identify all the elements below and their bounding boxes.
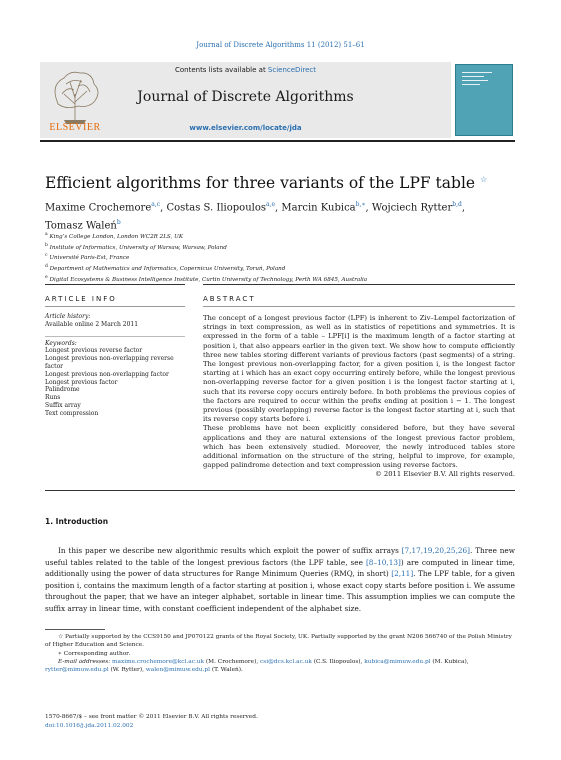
footnote-funding: ☆ Partially supported by the CCS9150 and JP070122 grants of the Royal Society, UK. Partially supported by the grant N206 566740 of the Polish Ministry of Higher Education and Science. [45, 634, 512, 649]
header-rule [40, 140, 515, 142]
doi-link[interactable]: doi:10.1016/j.jda.2011.02.002 [45, 722, 134, 729]
affiliation [45, 274, 515, 285]
intro-text: . Three new useful tables related to the table of the longest previous factors (the LPF table, see [45, 546, 515, 567]
abstract-paragraph: These problems have not been explicitly considered before, but they have several applications and they are natural extensions of the longest previous factor problem, which has been extensively studied. Moreover, the newly introduced tables store additional information on the structure of the string, helpful to improve, for example, gapped palindrome detection and text compression using reverse factors. [203, 424, 515, 470]
author-separator: , [461, 202, 466, 214]
author-affil-sup[interactable]: a,c [151, 201, 161, 208]
journal-title: Journal of Discrete Algorithms [137, 89, 354, 105]
author-separator: , [275, 202, 282, 214]
article-info-sub-rule [45, 306, 185, 307]
intro-text: ) are computed in linear time, additionally using the power of data structures for Range Minimum Queries (RMQ, in short) [45, 557, 515, 579]
author-affil-sup[interactable]: b [116, 219, 121, 227]
abstract-heading: ABSTRACT [203, 295, 256, 303]
contents-prefix: Contents lists available at [174, 66, 268, 74]
author: Wojciech Rytter [371, 202, 453, 214]
email-owner: (T. Waleń). [210, 667, 243, 674]
abstract-body [203, 314, 515, 480]
affil-sup: b [45, 242, 48, 248]
affiliation [45, 252, 515, 263]
author: Tomasz Waleń [45, 220, 117, 232]
affil-text: Institute of Informatics, University of Warsaw, Warsaw, Poland [49, 244, 227, 251]
keywords-label: Keywords: [45, 339, 77, 347]
email-link[interactable]: walen@mimuw.edu.pl [145, 667, 210, 674]
issn-line: 1570-8667/$ – see front matter © 2011 Elsevier B.V. All rights reserved. [45, 714, 258, 720]
intro-text: . The LPF table, for a given position i, contains the maximum length of a factor starting at position i, whose exact copy starts before position i. We assume throughout the paper, that we have an integer alphabet, sortable in linear time. This assumption implies we can compute the suffix array in linear time, with constant coefficient independent of the alphabet size. [45, 569, 515, 613]
affil-text: Department of Mathematics and Informatics, Copernicus University, Toruń, Poland [49, 265, 286, 272]
author-separator: , [365, 202, 372, 214]
footnotes [45, 633, 515, 674]
abstract-top-rule [203, 284, 515, 285]
keyword: Runs [45, 394, 61, 402]
affil-sup: c [45, 253, 48, 259]
abstract-sub-rule [203, 306, 515, 307]
author: Marcin Kubica [281, 202, 356, 214]
keyword: Palindrome [45, 386, 80, 394]
affiliations [45, 231, 515, 284]
affiliation [45, 263, 515, 274]
email-link[interactable]: rytter@mimuw.edu.pl [45, 667, 109, 674]
author-separator: , [160, 202, 167, 214]
abstract-paragraph: The concept of a longest previous factor (LPF) is inherent to Ziv–Lempel factorization of strings in text compression, as well as in statistics of repetitions and symmetries. It is expressed in the form of a table – LPF[i] is the maximum length of a factor starting at position i, that also appears earlier in the given text. We show how to compute efficiently three new tables storing different variants of previous factors (past segments) of a string. The longest previous non-overlapping factor, for a given position i, is the longest factor starting at i which has an exact copy occurring entirely before, while the longest previous non-overlapping reverse factor for a given position i is the longest factor starting at i, such that its reverse copy occurs entirely before. In both problems the previous copies of the factors are required to occur within the prefix ending at position i − 1. The longest previous (possibly overlapping) reverse factor is the longest factor starting at i, such that its reverse copy starts before i. [203, 314, 515, 424]
email-link[interactable]: csi@dcs.kcl.ac.uk [260, 658, 312, 665]
affiliation [45, 242, 515, 253]
affil-sup: a [45, 232, 48, 237]
citation-link[interactable]: [2,11] [391, 569, 414, 579]
author-affil-sup[interactable]: b,∗ [355, 201, 366, 208]
section-heading-introduction: 1. Introduction [45, 517, 109, 526]
affil-sup: e [45, 274, 48, 280]
keyword: Suffix array [45, 401, 81, 409]
article-info-panel [45, 313, 185, 418]
email-owner: (M. Kubica), [430, 658, 469, 665]
front-matter-bottom-rule [45, 490, 515, 491]
footnote-emails [45, 658, 515, 675]
paper-title [45, 174, 487, 192]
affil-text: King’s College London, London WC2R 2LS, UK [49, 233, 183, 240]
publisher-wordmark: ELSEVIER [49, 122, 101, 133]
email-label: E-mail addresses: [58, 658, 111, 665]
author-affil-sup[interactable]: a,e [265, 201, 276, 208]
sciencedirect-link[interactable]: ScienceDirect [267, 66, 317, 74]
footnote-rule [45, 629, 105, 630]
author-list [45, 197, 515, 234]
affil-sup: d [45, 263, 48, 269]
email-link[interactable]: kubica@mimuw.edu.pl [364, 658, 431, 665]
affil-text: Digital Ecosystems & Business Intelligence Institute, Curtin University of Technology, Perth WA 6845, Australia [49, 276, 368, 283]
journal-citation[interactable]: Journal of Discrete Algorithms 11 (2012) 51–61 [196, 41, 365, 49]
history-value: Available online 2 March 2011 [45, 320, 139, 328]
page-bottom-info [45, 713, 515, 730]
keyword: Longest previous reverse factor [45, 347, 143, 355]
article-info-heading: ARTICLE INFO [45, 295, 117, 303]
keyword: Longest previous non-overlapping factor [45, 370, 169, 378]
article-info-top-rule [45, 284, 185, 285]
contents-line [40, 66, 451, 74]
keyword: Longest previous non-overlapping reverse factor [45, 355, 174, 370]
paper-title-text: Efficient algorithms for three variants of the LPF table [45, 174, 476, 192]
keyword: Longest previous factor [45, 378, 118, 386]
title-footnote-mark[interactable]: ☆ [480, 174, 488, 184]
cover-title-lines [462, 72, 492, 90]
affiliation [45, 231, 515, 242]
footnote-corresponding: ∗ Corresponding author. [58, 650, 131, 657]
intro-text: In this paper we describe new algorithmic results which exploit the power of suffix arrays [58, 546, 402, 555]
keyword: Text compression [45, 409, 99, 417]
abstract-copyright: © 2011 Elsevier B.V. All rights reserved. [374, 470, 515, 479]
info-divider [45, 329, 185, 337]
intro-paragraph [45, 545, 515, 615]
affil-text: Université Paris-Est, France [49, 255, 130, 262]
email-owner: (M. Crochemore), [204, 658, 261, 665]
citation-link[interactable]: [8–10,13] [365, 557, 401, 567]
email-owner: (C.S. Iliopoulos), [311, 658, 365, 665]
citation-link[interactable]: [7,17,19,20,25,26] [401, 546, 471, 555]
author: Costas S. Iliopoulos [166, 202, 266, 214]
history-label: Article history: [45, 313, 91, 320]
author-affil-sup[interactable]: b,d [452, 201, 462, 208]
author: Maxime Crochemore [45, 202, 152, 214]
email-link[interactable]: maxime.crochemore@kcl.ac.uk [112, 658, 205, 665]
email-owner: (W. Rytter), [108, 667, 146, 674]
journal-url-link[interactable]: www.elsevier.com/locate/jda [189, 124, 302, 132]
